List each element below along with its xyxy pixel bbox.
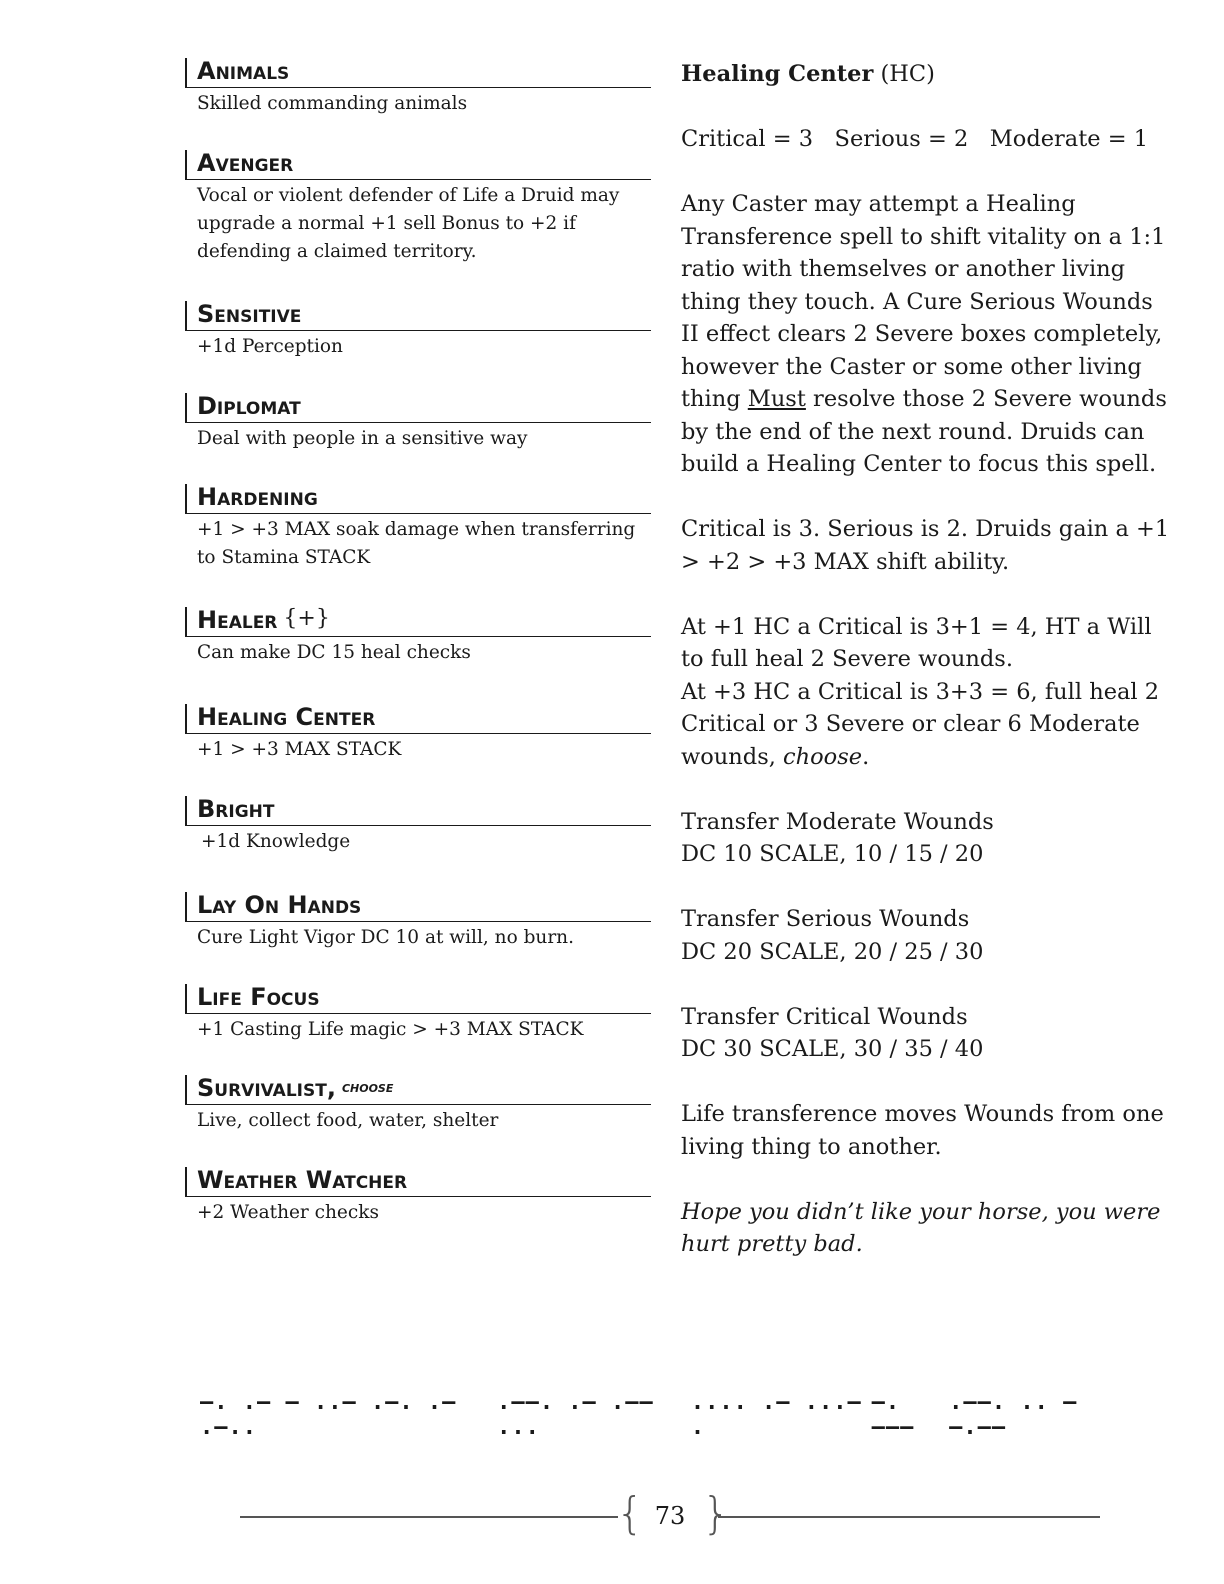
page-number: 73 xyxy=(654,1502,686,1530)
feature-title xyxy=(185,704,651,734)
feature-desc: Vocal or violent defender of Life a Druid may upgrade a normal +1 sell Bonus to +2 if defending a claimed territory. xyxy=(197,185,620,262)
feature-weather-watcher xyxy=(185,1167,651,1237)
transference-text-b: resolve those 2 Severe wounds by the end of the next round. Druids can build a Healing Center to focus this spell. xyxy=(681,386,1167,477)
feature-title xyxy=(185,1075,651,1105)
feature-avenger xyxy=(185,150,651,301)
transfer-serious xyxy=(681,903,1171,968)
section-heading xyxy=(681,58,1171,91)
feature-desc: +1 Casting Life magic > +3 MAX STACK xyxy=(197,1019,584,1040)
cipher-word: .... .– ...– . xyxy=(690,1390,862,1440)
feature-title-brace: {+} xyxy=(283,606,330,631)
feature-title xyxy=(185,1167,651,1197)
feature-desc: Live, collect food, water, shelter xyxy=(197,1110,499,1131)
cipher-word: .––. .. – –.–– xyxy=(949,1390,1078,1440)
transfer-critical-title: Transfer Critical Wounds xyxy=(681,1003,968,1030)
feature-title-text: Bright xyxy=(197,795,275,823)
feature-title xyxy=(185,984,651,1014)
hc-example-1: At +1 HC a Critical is 3+1 = 4, HT a Will to full heal 2 Severe wounds. xyxy=(681,613,1152,672)
feature-title xyxy=(185,892,651,922)
hc-example-2: At +3 HC a Critical is 3+3 = 6, full heal 2 Critical or 3 Severe or clear 6 Moderate wounds, xyxy=(681,678,1160,770)
shift-ability-paragraph: Critical is 3. Serious is 2. Druids gain a +1 > +2 > +3 MAX shift ability. xyxy=(681,516,1170,575)
feature-title xyxy=(185,607,651,637)
feature-title xyxy=(185,58,651,88)
feature-title-text: Life Focus xyxy=(197,983,320,1011)
feature-diplomat xyxy=(185,393,651,484)
feature-title-text: Diplomat xyxy=(197,392,301,420)
feature-desc: +1d Perception xyxy=(197,336,343,357)
feature-title-text: Weather Watcher xyxy=(197,1166,408,1194)
cipher-word: .––. .– .–– ... xyxy=(497,1390,654,1440)
healing-center-section xyxy=(681,58,1171,1293)
feature-title xyxy=(185,484,651,514)
feature-sensitive xyxy=(185,301,651,393)
transfer-serious-title: Transfer Serious Wounds xyxy=(681,906,970,932)
feature-title-text: Healer xyxy=(197,606,278,634)
feature-title-text: Animals xyxy=(197,57,290,85)
feature-desc: Cure Light Vigor DC 10 at will, no burn. xyxy=(197,927,574,948)
transfer-moderate xyxy=(681,806,1171,871)
section-heading-bold: Healing Center xyxy=(681,61,874,87)
feature-title-text: Avenger xyxy=(197,149,294,177)
feature-desc: Can make DC 15 heal checks xyxy=(197,642,471,663)
section-heading-abbrev: (HC) xyxy=(873,61,935,87)
feature-list xyxy=(185,58,651,1237)
feature-title-text: Survivalist, xyxy=(197,1074,336,1102)
feature-hardening xyxy=(185,484,651,607)
feature-title-text: Lay On Hands xyxy=(197,891,362,919)
must-underlined: Must xyxy=(747,386,806,412)
transference-paragraph xyxy=(681,188,1171,481)
feature-animals xyxy=(185,58,651,150)
feature-title xyxy=(185,301,651,331)
feature-title-suffix: choose xyxy=(341,1077,394,1096)
feature-life-focus xyxy=(185,984,651,1075)
feature-lay-on-hands xyxy=(185,892,651,984)
feature-survivalist xyxy=(185,1075,651,1167)
feature-desc: Deal with people in a sensitive way xyxy=(197,428,528,449)
feature-desc: +1d Knowledge xyxy=(201,831,351,852)
flavor-quote: Hope you didn’t like your horse, you were hurt pretty bad. xyxy=(681,1198,1161,1257)
feature-desc: Skilled commanding animals xyxy=(197,93,468,114)
feature-desc: +2 Weather checks xyxy=(197,1202,379,1223)
feature-title-text: Hardening xyxy=(197,483,318,511)
footer-rule-right xyxy=(718,1516,1100,1518)
cipher-word: –. .– – ..– .–. .– .–.. xyxy=(200,1390,457,1440)
transfer-serious-dc: DC 20 SCALE, 20 / 25 / 30 xyxy=(681,938,984,965)
life-transference-paragraph: Life transference moves Wounds from one living thing to another. xyxy=(681,1101,1164,1160)
feature-title xyxy=(185,393,651,423)
footer-rule-left xyxy=(240,1516,618,1518)
choose-italic: choose xyxy=(783,743,863,770)
transfer-moderate-dc: DC 10 SCALE, 10 / 15 / 20 xyxy=(681,841,984,867)
transfer-moderate-title: Transfer Moderate Wounds xyxy=(681,808,994,835)
feature-healing-center xyxy=(185,704,651,796)
feature-title-text: Healing Center xyxy=(197,703,376,731)
transfer-critical xyxy=(681,1001,1171,1066)
feature-healer xyxy=(185,607,651,704)
transfer-critical-dc: DC 30 SCALE, 30 / 35 / 40 xyxy=(681,1036,984,1062)
feature-desc: +1 > +3 MAX STACK xyxy=(197,739,402,760)
feature-bright xyxy=(185,796,651,892)
right-brace-icon: } xyxy=(702,1488,730,1539)
left-brace-icon: { xyxy=(616,1488,644,1539)
feature-title xyxy=(185,150,651,180)
cipher-row xyxy=(200,1390,1130,1440)
hc-example-2-end: . xyxy=(862,743,870,770)
transference-text-a: Any Caster may attempt a Healing Transference spell to shift vitality on a 1:1 ratio with themselves or another living thing they touch. A Cure Serious Wounds II effect clears 2 Severe boxes completely, however the Caster or some other living thing xyxy=(681,191,1166,412)
feature-desc: +1 > +3 MAX soak damage when transferring to Stamina STACK xyxy=(197,519,636,568)
hc-examples-paragraph xyxy=(681,611,1171,774)
cipher-word: –. ––– xyxy=(871,1390,915,1440)
feature-title xyxy=(185,796,651,826)
feature-title-text: Sensitive xyxy=(197,300,302,328)
wound-scale-line: Critical = 3 Serious = 2 Moderate = 1 xyxy=(681,126,1149,152)
